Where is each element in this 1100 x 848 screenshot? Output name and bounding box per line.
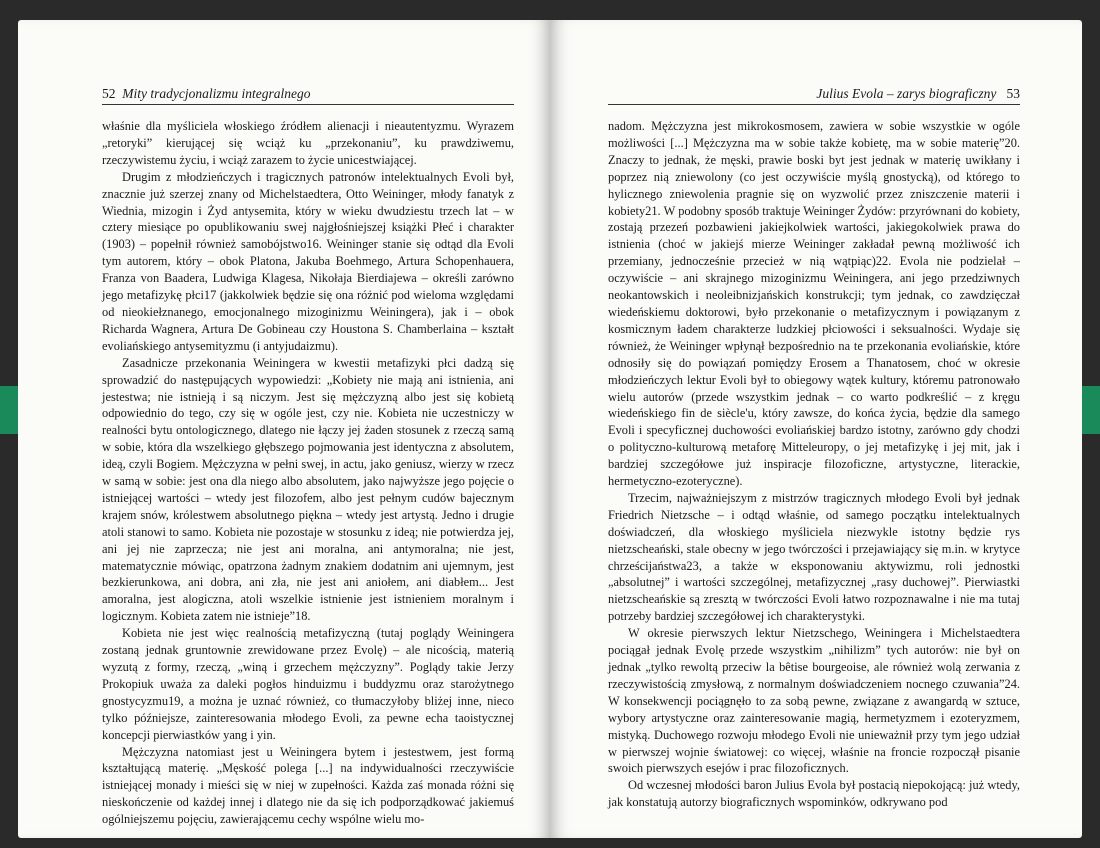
running-head-title: Mity tradycjonalizmu integralnego: [122, 86, 311, 101]
paragraph: Mężczyzna natomiast jest u Weiningera bytem i jestestwem, jest formą kształtującą materię. „Męskość polega [...] na indywidualności rzeczywiście istniejącej monady i mieści się w niej w zupełności. Każda zaś monada różni się nieskończenie od każdej innej i dlatego nie da się ich podporządkować jakiemuś ogólniejszemu pojęciu, zawierającemu cechy wspólne wielu mo-: [102, 744, 514, 827]
page-number: 53: [1006, 86, 1020, 101]
left-running-head: [102, 86, 514, 105]
right-running-head: [608, 86, 1020, 105]
left-body-text: [102, 118, 514, 828]
paragraph: Drugim z młodzieńczych i tragicznych patronów intelektualnych Evoli był, znacznie już szerzej znany od Michelstaedtera, Otto Weininger, młody fanatyk z Wiednia, mizogin i Żyd antysemita, który w wieku dwudziestu trzech lat – w cztery miesiące po opublikowaniu swej najgłośniejszej książki Płeć i charakter (1903) – popełnił również samobójstwo16. Weininger stanie się odtąd dla Evoli tym autorem, który – obok Platona, Jakuba Boehmego, Artura Schopenhauera, Franza von Baadera, Ludwiga Klagesa, Nikołaja Bierdiajewa – określi zarówno jego metafizykę płci17 (jakkolwiek będzie się ona różnić pod wieloma względami od nieokiełznanego, emocjonalnego mizoginizmu Weiningera), jak i – obok Richarda Wagnera, Artura De Gobineau czy Houstona S. Chamberlaina – kształt evoliańskiego antysemityzmu (i antyjudaizmu).: [102, 169, 514, 353]
paragraph: nadom. Mężczyzna jest mikrokosmosem, zawiera w sobie wszystkie w ogóle możliwości [...] Mężczyzna ma w sobie także kobietę, ma w sobie materię”20. Znaczy to jednak, że męski, prawie boski byt jest jednak w materię uwikłany i poprzez nią zniewolony (co jest oczywiście myślą gnostycką), od którego to hylicznego zniewolenia pragnie się on wyzwolić przez zniszczenie materii i kobiety21. W podobny sposób traktuje Weininger Żydów: przyrównani do kobiety, zostają przezeń pozbawieni jakiejkolwiek wartości, jakiegokolwiek prawa do istnienia (choć w jakiejś mierze Weininger zakładał pewną możliwość ich przemiany, jednocześnie przecież w nią wątpiąc)22. Evola nie podzielał – oczywiście – ani skrajnego mizoginizmu Weiningera, ani jego przedziwnych neokantowskich i neoleibnizjańskich konstrukcji; tym jednak, co zawdzięczał wiedeńskiemu doktorowi, było przekonanie o metafizycznym i powiązanym z kosmicznym ładem charakterze ludzkiej płciowości i seksualności. Wydaje się również, że Weininger wpłynął bezpośrednio na te przekonania evoliańskie, które odnosiły się do powiązań pomiędzy Erosem a Thanatosem, choć w okresie młodzieńczych lektur Evoli był to obiegowy wątek kultury, któremu patronowało wielu autorów (przede wszystkim jednak – co warto podkreślić – z kręgu wiedeńskiego fin de siècle'u, który zawsze, do końca życia, będzie dla samego Evoli i specyficznej duchowości evoliańskiej bardzo istotny, zarówno gdy chodzi o polityczno-kulturową metaforę Mitteleuropy, o jej metafizykę i jej mit, jak i bardziej szczegółowe już inspiracje filozoficzne, artystyczne, literackie, hermetyczno-ezoteryczne).: [608, 119, 1020, 489]
page-number: 52: [102, 86, 116, 101]
right-edge-accent: [1080, 386, 1100, 434]
right-page: [550, 20, 1082, 838]
paragraph: W okresie pierwszych lektur Nietzschego, Weiningera i Michelstaedtera pociągał jednak Evolę przede wszystkim „nihilizm” tych autorów: nie był on jednak „tylko rewoltą przeciw la bêtise bourgeoise, ale również wolą zerwania z rzeczywistością zmysłową, z normalnym doświadczeniem nocnego czuwania”24. W konsekwencji pociągnęło to za sobą pewne, związane z awangardą w sztuce, wybory artystyczne oraz zainteresowanie magią, hermetyzmem i ezoteryzmem, mistyką. Duchowego rozwoju młodego Evoli nie unieważnił przy tym jego udział w pierwszej wojnie światowej: co więcej, właśnie na froncie rozpoczął pisanie swoich pierwszych esejów i prac filozoficznych.: [608, 626, 1020, 776]
paragraph: Od wczesnej młodości baron Julius Evola był postacią niepokojącą: już wtedy, jak konstatują autorzy biograficznych wspominków, odkrywano pod: [608, 778, 1020, 810]
running-head-title: Julius Evola – zarys biograficzny: [816, 86, 997, 101]
paragraph: Trzecim, najważniejszym z mistrzów tragicznych młodego Evoli był jednak Friedrich Nietzsche – i odtąd właśnie, od samego początku intelektualnych doświadczeń, dla włoskiego myśliciela niezwykle istotny będzie rys nietzscheański, stale obecny w jego twórczości i przejawiający się m.in. w krytyce chrześcijaństwa23, a także w eksponowaniu aktywizmu, roli jednostki „absolutnej” i wartości szczególnej, metafizycznej „rasy duchowej”. Pierwiastki nietzscheańskie są zresztą w twórczości Evoli łatwo rozpoznawalne i nie ma tutaj potrzeby bardziej szczegółowej ich charakterystyki.: [608, 490, 1020, 624]
right-body-text: [608, 118, 1020, 811]
paragraph: właśnie dla myśliciela włoskiego źródłem alienacji i nieautentyzmu. Wyrazem „retoryki” kierującej się wciąż ku „przekonaniu”, ku prawdziwemu, rzeczywistemu życiu, i wciąż zarazem to życie unicestwiającej.: [102, 119, 514, 167]
left-edge-accent: [0, 386, 20, 434]
paragraph: Kobieta nie jest więc realnością metafizyczną (tutaj poglądy Weiningera zostaną jednak gruntownie zrewidowane przez Evolę) – ale nicością, materią wyzutą z formy, rzeczą, „winą i grzechem mężczyzny”. Poglądy takie Jerzy Prokopiuk uważa za daleki pogłos hinduizmu i buddyzmu oraz starożytnego gnostycyzmu19, a można je uznać również, co tłumaczyłoby bliżej inne, nieco tylko późniejsze, zainteresowania młodego Evoli, za pewne echa taoistycznej koncepcji pierwiastków yang i yin.: [102, 626, 514, 742]
paragraph: Zasadnicze przekonania Weiningera w kwestii metafizyki płci dadzą się sprowadzić do następujących wypowiedzi: „Kobiety nie mają ani istnienia, ani jestestwa; nie istnieją i są niczym. Jest się mężczyzną albo jest się kobietą odpowiednio do tego, czy się w ogóle jest, czy nie. Kobieta nie uczestniczy w realności bytu ontologicznego, dlatego nie łączy jej żaden stosunek z rzeczą samą w sobie, która dla wszelkiego głębszego pojmowania jest identyczna z absolutem, ideą, czyli Bogiem. Mężczyzna w pełni swej, in actu, jako geniusz, wierzy w rzecz w samą w sobie: jest ona dla niego albo absolutem, jako najwyższe jego pojęcie o istniejącej wartości – wtedy jest filozofem, albo jest pełnym cudów bajecznym krajem snów, królestwem absolutnego piękna – wtedy jest artystą. Jedno i drugie atoli stanowi to samo. Kobieta nie pozostaje w stosunku z ideą; nie potwierdza jej, ani jej nie zaprzecza; nie jest ani moralna, ani antymoralna; nie jest, matematycznie mówiąc, opatrzona żadnym znakiem dodatnim ani ujemnym, jest bezkierunkowa, ani dobra, ani zła, nie jest ani aniołem, ani diabłem... Jest amoralna, jest alogiczna, atoli wszelkie istnienie jest istnieniem moralnym i logicznym. Kobieta zatem nie istnieje”18.: [102, 355, 514, 624]
left-page: [18, 20, 550, 838]
